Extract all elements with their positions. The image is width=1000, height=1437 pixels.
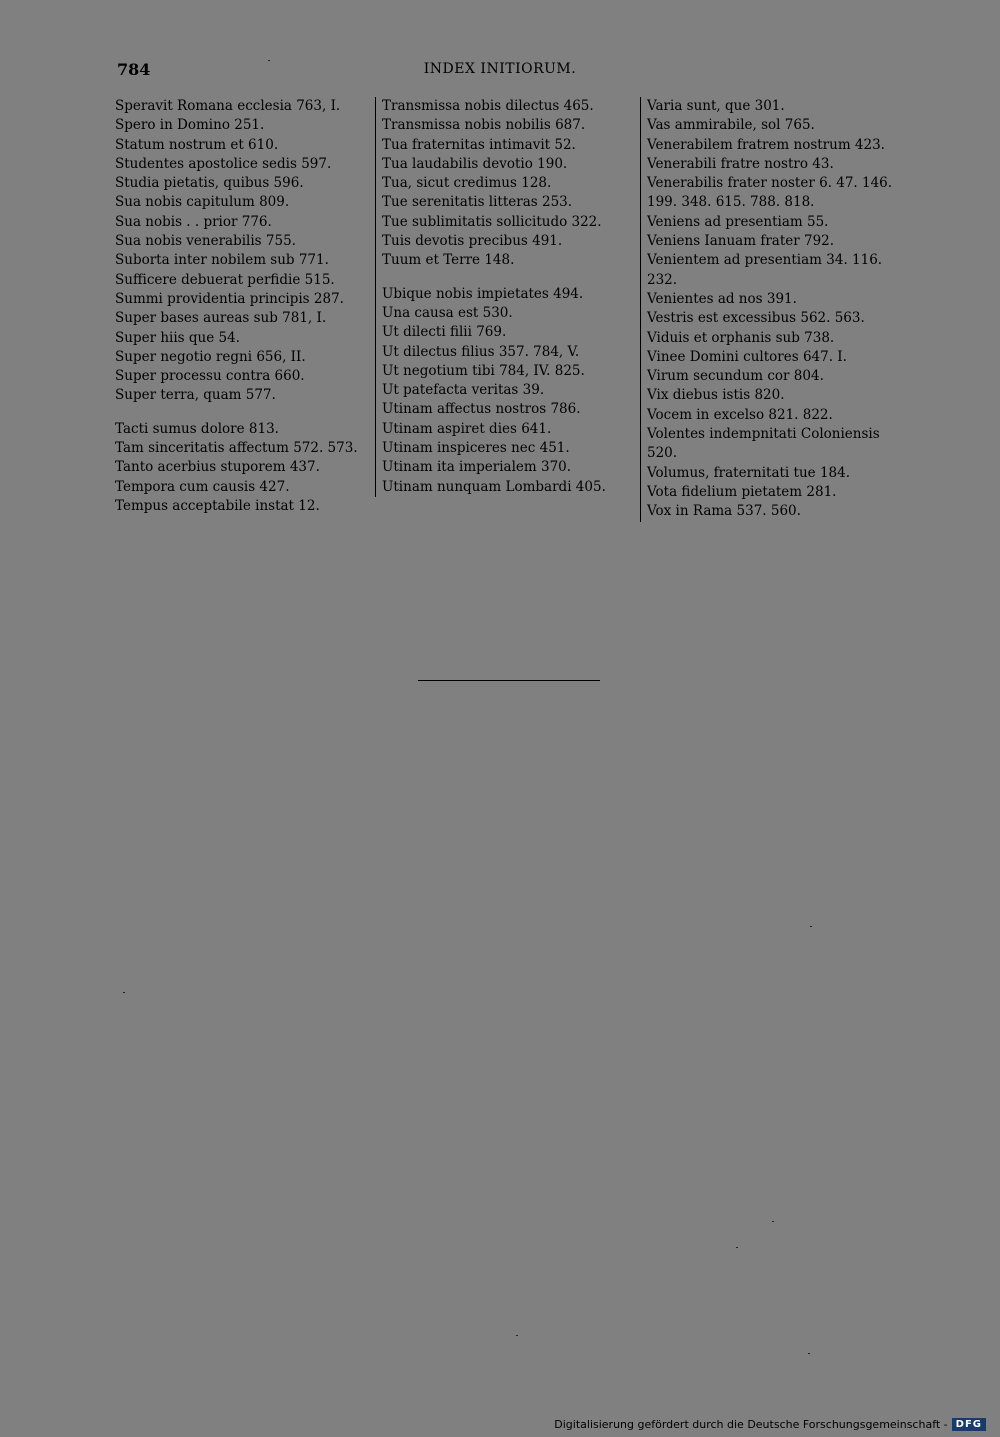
running-head: INDEX INITIORUM. [423, 61, 577, 77]
index-entry: Sua nobis capitulum 809. [115, 194, 290, 211]
index-entry: Spero in Domino 251. [115, 117, 265, 134]
scan-speck [516, 1335, 518, 1336]
index-entry: Vox in Rama 537. 560. [647, 503, 801, 520]
scan-speck [123, 992, 125, 993]
index-entry: Venerabilem fratrem nostrum 423. [647, 136, 885, 153]
scan-speck [268, 60, 270, 61]
index-entry: Tua laudabilis devotio 190. [382, 155, 568, 172]
index-entry: Tempus acceptabile instat 12. [115, 497, 320, 514]
index-entry: Ut dilecti filii 769. [382, 324, 507, 341]
index-entry: Venientem ad presentiam 34. 116. 232. [647, 252, 883, 288]
index-entry: Veniens ad presentiam 55. [647, 213, 829, 230]
index-entry: Virum secundum cor 804. [647, 368, 824, 385]
index-entry: Super hiis que 54. [115, 329, 240, 346]
index-entry: Tuis devotis precibus 491. [382, 233, 563, 250]
index-entry: Super negotio regni 656, II. [115, 348, 306, 365]
index-entry: Utinam aspiret dies 641. [382, 420, 552, 437]
scan-speck [772, 1221, 774, 1222]
footer-text: Digitalisierung gefördert durch die Deutsche Forschungsgemeinschaft - [554, 1418, 948, 1431]
index-entry: Super processu contra 660. [115, 368, 305, 385]
index-entry: Vinee Domini cultores 647. I. [647, 348, 847, 365]
index-entry: Tua, sicut credimus 128. [382, 175, 552, 192]
index-entry: Tanto acerbius stuporem 437. [115, 459, 320, 476]
index-entry: Suborta inter nobilem sub 771. [115, 252, 329, 269]
index-column-1 [115, 97, 377, 516]
index-entry: Sua nobis . . prior 776. [115, 213, 272, 230]
index-entry: Ut patefacta veritas 39. [382, 382, 545, 399]
index-entry: Statum nostrum et 610. [115, 136, 279, 153]
digitization-footer [554, 1418, 986, 1431]
index-entry: Vestris est excessibus 562. 563. [647, 310, 865, 327]
index-entry: Utinam affectus nostros 786. [382, 401, 581, 418]
index-entry: Super bases aureas sub 781, I. [115, 310, 327, 327]
index-entry: Utinam ita imperialem 370. [382, 459, 572, 476]
index-entry: Venientes ad nos 391. [647, 290, 797, 307]
index-entry: Veniens Ianuam frater 792. [647, 233, 835, 250]
index-entry: Studentes apostolice sedis 597. [115, 155, 332, 172]
index-entry: Tuum et Terre 148. [382, 252, 515, 269]
index-entry: Vota fidelium pietatem 281. [647, 483, 837, 500]
scan-speck [736, 1247, 738, 1248]
scan-speck [808, 1353, 810, 1354]
index-entry: Summi providentia principis 287. [115, 290, 344, 307]
index-entry: Tua fraternitas intimavit 52. [382, 136, 576, 153]
index-entry: Vix diebus istis 820. [647, 387, 785, 404]
index-entry: Transmissa nobis dilectus 465. [382, 98, 594, 114]
index-entry: Tempora cum causis 427. [115, 478, 290, 495]
index-entry: Ubique nobis impietates 494. [382, 285, 584, 302]
dfg-logo: DFG [952, 1418, 986, 1431]
index-entry: Tacti sumus dolore 813. [115, 420, 279, 437]
index-entry: Sufficere debuerat perfidie 515. [115, 271, 335, 288]
index-column-2 [375, 97, 644, 497]
scan-speck [810, 926, 812, 927]
index-entry: Utinam nunquam Lombardi 405. [382, 478, 606, 495]
index-column-3 [640, 97, 913, 522]
index-entry: Tue sublimitatis sollicitudo 322. [382, 213, 602, 230]
index-entry: Super terra, quam 577. [115, 387, 276, 404]
index-entry: Una causa est 530. [382, 304, 513, 321]
index-entry: Tam sinceritatis affectum 572. 573. [115, 440, 358, 457]
section-end-rule [418, 680, 600, 681]
index-entry: Varia sunt, que 301. [647, 98, 785, 114]
block-gap [382, 271, 644, 285]
block-gap [115, 406, 377, 420]
index-entry: Venerabilis frater noster 6. 47. 146. 199. 348. 615. 788. 818. [647, 175, 893, 211]
index-entry: Speravit Romana ecclesia 763, I. [115, 98, 341, 114]
index-entry: Transmissa nobis nobilis 687. [382, 117, 586, 134]
index-entry: Ut dilectus filius 357. 784, V. [382, 343, 580, 360]
index-entry: Venerabili fratre nostro 43. [647, 155, 834, 172]
index-entry: Ut negotium tibi 784, IV. 825. [382, 362, 585, 379]
index-entry: Vas ammirabile, sol 765. [647, 117, 815, 134]
page-number: 784 [117, 60, 151, 79]
index-entry: Studia pietatis, quibus 596. [115, 175, 304, 192]
index-entry: Utinam inspiceres nec 451. [382, 440, 570, 457]
index-entry: Viduis et orphanis sub 738. [647, 329, 835, 346]
index-entry: Volumus, fraternitati tue 184. [647, 464, 851, 481]
index-entry: Sua nobis venerabilis 755. [115, 233, 296, 250]
index-entry: Vocem in excelso 821. 822. [647, 406, 833, 423]
index-entry: Volentes indempnitati Coloniensis 520. [647, 426, 880, 462]
index-entry: Tue serenitatis litteras 253. [382, 194, 573, 211]
